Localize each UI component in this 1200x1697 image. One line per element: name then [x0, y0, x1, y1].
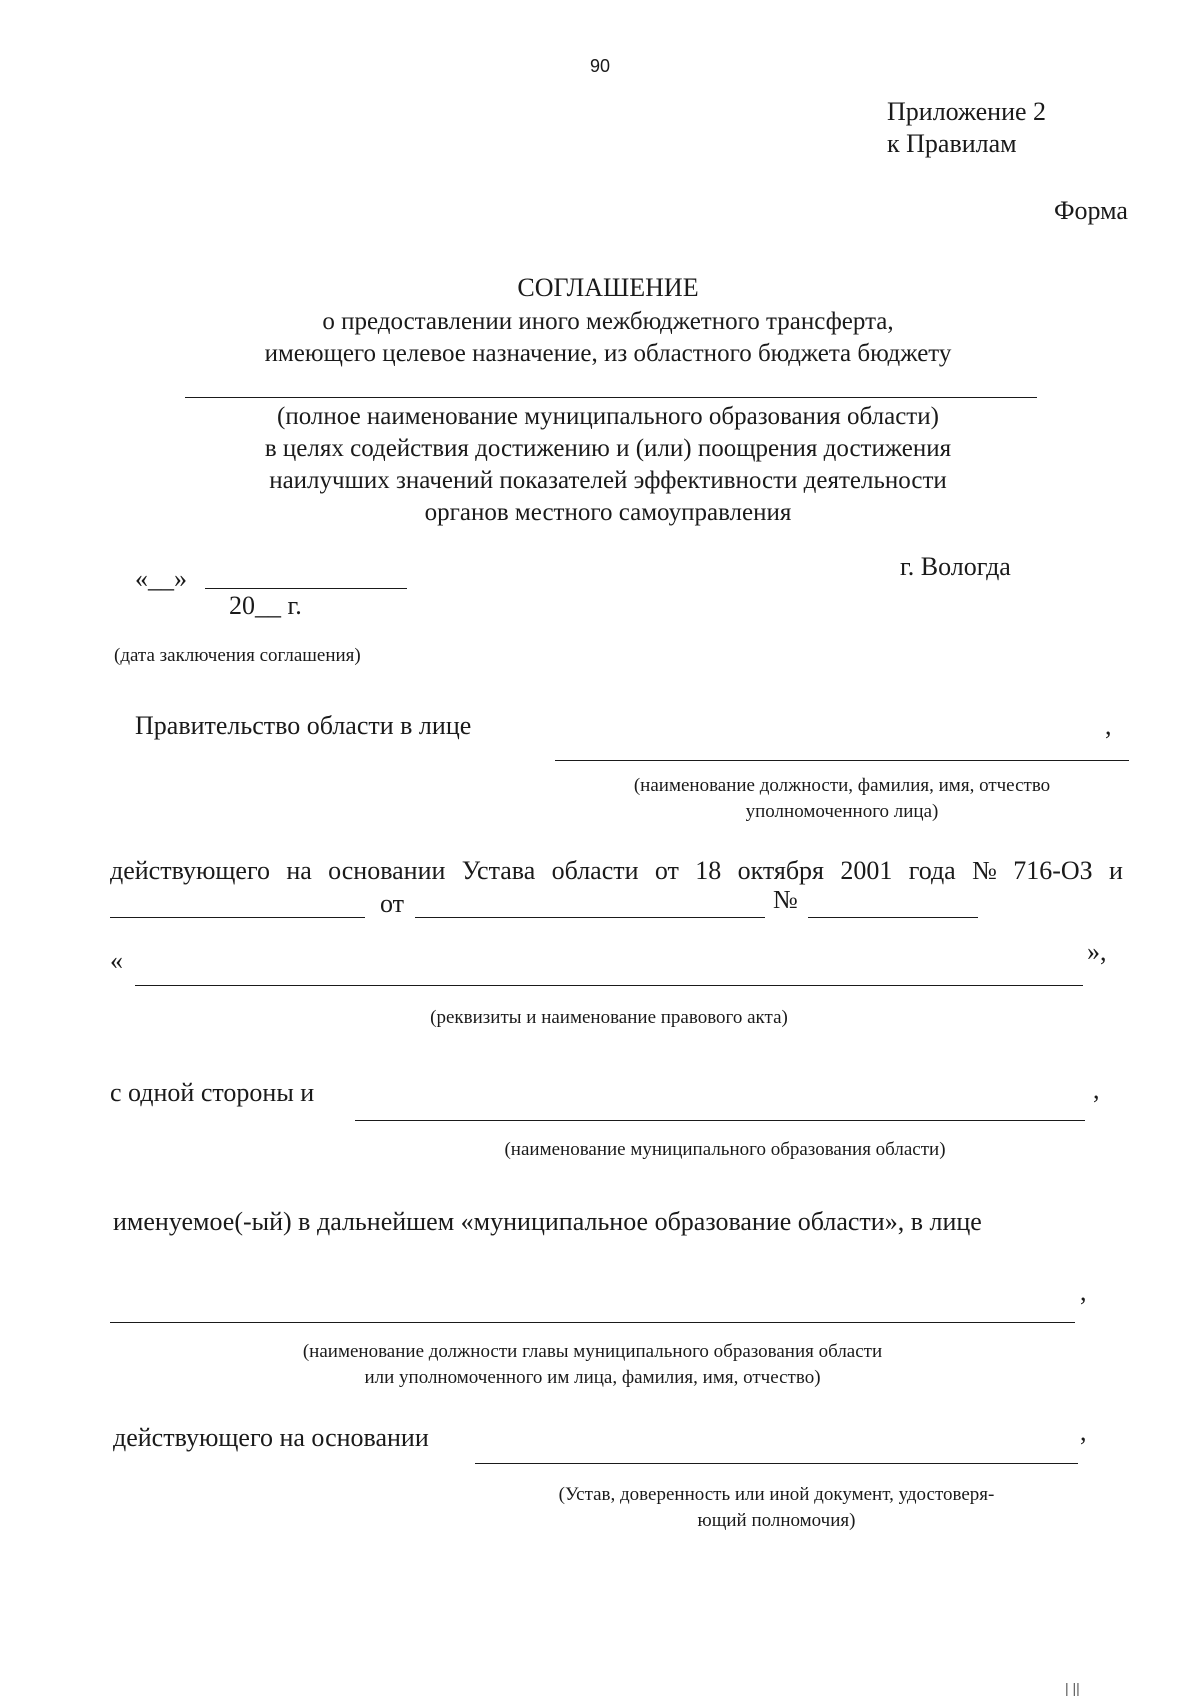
appendix-line-1: Приложение 2: [887, 97, 1047, 126]
title-subline-1: о предоставлении иного межбюджетного трансферта,: [322, 308, 894, 335]
basis-word: от: [654, 856, 679, 885]
date-year: 20__ г.: [229, 591, 302, 620]
municipality-caption: (наименование муниципального образования области): [504, 1139, 946, 1160]
municipality-blank-line: [185, 397, 1037, 398]
purpose-line-3: наилучших значений показателей эффективности деятельности: [269, 467, 947, 494]
basis-from-label: от: [380, 889, 405, 918]
act-open-quote: «: [110, 946, 123, 975]
authority-caption-2: ющий полномочия): [697, 1510, 856, 1531]
acting-comma: ,: [1080, 1417, 1087, 1446]
basis-word: 18: [695, 856, 722, 885]
act-date-line: [415, 917, 765, 918]
head-caption-1: (наименование должности главы муниципального образования области: [302, 1341, 883, 1362]
head-caption-2: или уполномоченного им лица, фамилия, имя, отчество): [364, 1367, 821, 1388]
purpose-line-1: (полное наименование муниципального образования области): [277, 403, 939, 430]
government-text: Правительство области в лице: [135, 711, 472, 740]
appendix-line-2: к Правилам: [887, 129, 1017, 158]
title-subline-2: имеющего целевое назначение, из областного бюджета бюджету: [264, 340, 952, 367]
official-caption-1: (наименование должности, фамилия, имя, отчество: [633, 775, 1051, 796]
official-name-line: [555, 760, 1129, 761]
named-comma: ,: [1080, 1277, 1087, 1306]
basis-word: года: [908, 856, 956, 885]
page-number: 90: [590, 56, 611, 76]
authority-document-line: [475, 1463, 1078, 1464]
one-side-comma: ,: [1093, 1075, 1100, 1104]
date-month-line: [205, 588, 407, 589]
basis-word: №: [972, 856, 997, 885]
basis-word: 716-ОЗ: [1013, 856, 1093, 885]
authority-caption-1: (Устав, доверенность или иной документ, удостоверя-: [558, 1484, 995, 1505]
basis-word: области: [551, 856, 639, 885]
acting-text: действующего на основании: [113, 1423, 429, 1452]
basis-word: октября: [737, 856, 825, 885]
basis-word: основании: [328, 856, 446, 885]
basis-number-label: №: [773, 885, 798, 914]
date-day-quote: «__»: [135, 564, 187, 593]
head-name-line: [110, 1322, 1075, 1323]
act-name-line: [135, 985, 1083, 986]
purpose-line-2: в целях содействия достижению и (или) поощрения достижения: [264, 435, 952, 462]
purpose-line-4: органов местного самоуправления: [424, 499, 792, 526]
basis-word: на: [286, 856, 312, 885]
document-title: СОГЛАШЕНИЕ: [517, 273, 699, 302]
basis-word: 2001: [840, 856, 893, 885]
city-label: г. Вологда: [900, 552, 1011, 581]
basis-word: Устава: [461, 856, 536, 885]
form-label: Форма: [1054, 196, 1128, 225]
municipality-name-line: [355, 1120, 1085, 1121]
one-side-text: с одной стороны и: [110, 1078, 315, 1107]
act-caption: (реквизиты и наименование правового акта): [430, 1007, 788, 1028]
basis-word: действующего: [110, 856, 270, 885]
bottom-scan-mark: | ||: [1065, 1680, 1080, 1696]
basis-word: и: [1109, 856, 1123, 885]
official-caption-2: уполномоченного лица): [745, 801, 939, 822]
basis-line: [110, 855, 1123, 887]
act-number-line: [808, 917, 978, 918]
act-type-line: [110, 917, 365, 918]
named-text: именуемое(-ый) в дальнейшем «муниципальное образование области», в лице: [113, 1207, 982, 1236]
act-close-quote: »,: [1087, 937, 1107, 966]
date-caption: (дата заключения соглашения): [114, 645, 361, 666]
government-comma: ,: [1105, 711, 1112, 740]
